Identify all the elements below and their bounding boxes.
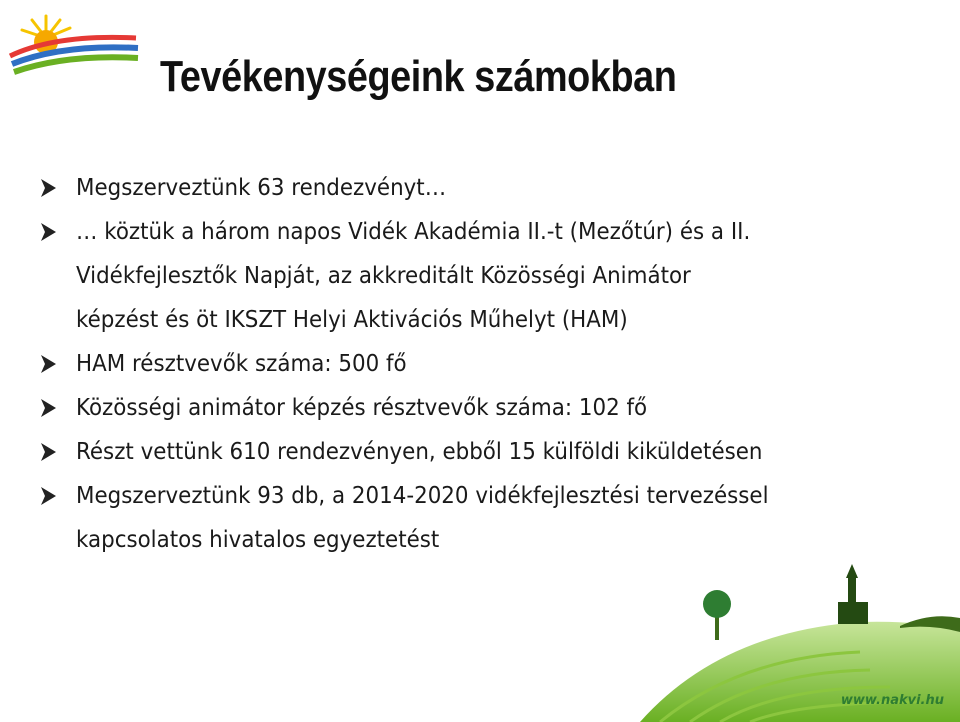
list-item — [38, 386, 918, 430]
arrow-bullet-icon — [38, 210, 60, 254]
footer-url: www.nakvi.hu — [840, 693, 944, 708]
arrow-bullet-icon — [38, 386, 60, 430]
list-item — [38, 342, 918, 386]
bullet-text: … köztük a három napos Vidék Akadémia II.-t (Mezőtúr) és a II. — [76, 219, 751, 245]
list-item — [38, 210, 918, 342]
logo-sun-icon — [6, 8, 141, 80]
arrow-bullet-icon — [38, 166, 60, 210]
list-item — [38, 166, 918, 210]
page-title: Tevékenységeink számokban — [160, 52, 677, 101]
bullet-text: HAM résztvevők száma: 500 fő — [76, 351, 407, 377]
bullet-text: kapcsolatos hivatalos egyeztetést — [76, 527, 440, 553]
bullet-text: képzést és öt IKSZT Helyi Aktivációs Műhelyt (HAM) — [76, 307, 628, 333]
bullet-list — [38, 166, 918, 562]
tree-icon — [703, 590, 731, 640]
list-item — [38, 474, 918, 562]
arrow-bullet-icon — [38, 342, 60, 386]
arrow-bullet-icon — [38, 430, 60, 474]
list-item — [38, 430, 918, 474]
bullet-text: Megszerveztünk 63 rendezvényt… — [76, 175, 447, 201]
bullet-text: Közösségi animátor képzés résztvevők száma: 102 fő — [76, 395, 648, 421]
arrow-bullet-icon — [38, 474, 60, 518]
bullet-text: Megszerveztünk 93 db, a 2014-2020 vidékfejlesztési tervezéssel — [76, 483, 769, 509]
bullet-text: Részt vettünk 610 rendezvényen, ebből 15 külföldi kiküldetésen — [76, 439, 763, 465]
bullet-text: Vidékfejlesztők Napját, az akkreditált Közösségi Animátor — [76, 263, 691, 289]
church-icon — [838, 564, 868, 624]
